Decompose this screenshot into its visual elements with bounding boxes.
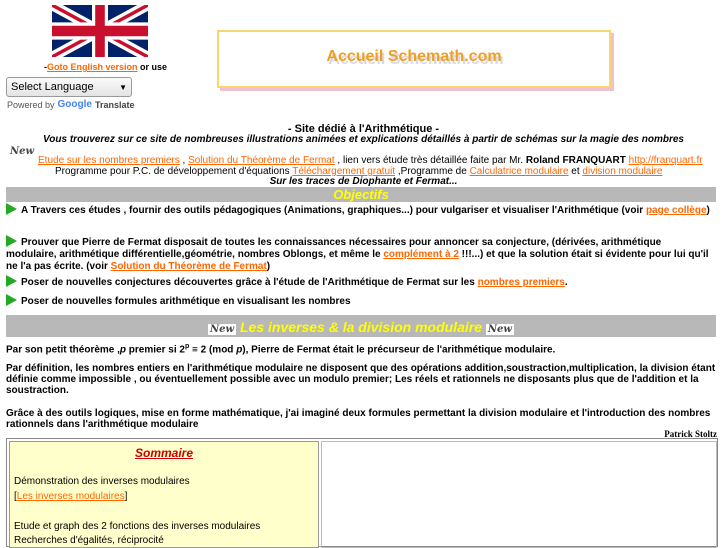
line2-text2: ,Programme de [395, 166, 470, 177]
new-badge-icon: New [10, 146, 35, 157]
objective-item-1 [6, 203, 714, 217]
line2-text1: Programme pour P.C. de développement d'équations [55, 166, 293, 177]
telechargement-link[interactable]: Téléchargement gratuit [292, 166, 396, 177]
separator: , [179, 155, 189, 166]
green-arrow-icon [6, 203, 17, 215]
inverses-title: Les inverses & la division modulaire [240, 319, 482, 335]
chevron-down-icon: ▼ [119, 82, 127, 92]
sommaire-title[interactable]: Sommaire [134, 446, 194, 460]
bracket-open: [ [14, 491, 17, 502]
new-badge-icon: New [487, 324, 512, 335]
franquart-link[interactable]: http://franquart.fr [628, 155, 703, 166]
sommaire-line-2 [14, 491, 127, 502]
obj3-text: Poser de nouvelles conjectures découvertes grâce à l'étude de l'Arithmétique de Fermat sur les [21, 277, 478, 288]
green-arrow-icon [6, 275, 17, 287]
sommaire-line-4: Recherches d'égalités, réciprocité [14, 535, 164, 546]
formules-paragraph: Grâce à des outils logiques, mise en forme mathématique, j'ai imaginé deux formules permettant la division modulaire et l'introduction des nombres rationnels dans l'arithmétique modulaire [6, 408, 711, 430]
green-arrow-icon [6, 294, 17, 306]
author-signature: Patrick Stoltz [664, 429, 717, 439]
green-arrow-icon [6, 235, 17, 247]
goto-suffix: or use [137, 62, 168, 72]
objective-item-4 [6, 294, 714, 308]
fermat-solution-link[interactable]: Solution du Théorème de Fermat [188, 155, 335, 166]
language-select-label: Select Language [11, 81, 94, 93]
nombres-premiers-link-2[interactable]: nombres premiers [477, 277, 565, 288]
p1-part-c: ≡ 2 (mod [189, 344, 237, 356]
p1-part-b: premier si 2 [126, 344, 185, 356]
sommaire-line-1: Démonstration des inverses modulaires [14, 476, 190, 487]
p1-var-p2: p [236, 344, 243, 356]
fermat-paragraph [6, 341, 720, 355]
obj2-text2: !!!...) et que la solution était si évidente pour lui qu'il ne l'a pas écrite. (voir [6, 249, 709, 272]
obj2-end: ) [266, 261, 271, 272]
page-college-link[interactable]: page collège [645, 205, 707, 216]
p1-var-p: p [119, 344, 127, 356]
obj1-text: A Travers ces études , fournir des outils pédagogiques (Animations, graphiques...) pour vulgariser et visualiser l'Arithmétique (voir [21, 205, 646, 216]
header-line-3: Sur les traces de Diophante et Fermat... [269, 176, 458, 187]
obj1-end: ) [706, 205, 710, 216]
author-name: Roland FRANQUART [525, 155, 626, 166]
p1-part-a: Par son petit théorème , [6, 344, 120, 356]
p1-sup: p [184, 343, 190, 350]
line2-text3: et [568, 166, 583, 177]
complement-a-2-link[interactable]: complément à 2 [383, 249, 459, 260]
language-select[interactable] [6, 77, 132, 97]
definition-paragraph: Par définition, les nombres entiers en l'arithmétique modulaire ne disposent que des opérations addition,soustraction,multiplication, la division étant définie comme impossible , ou éventuellement possible avec un modulo premier; Les réels et rationnels ne disposants plus que de l'addition et la soustraction. [6, 363, 716, 396]
line1-text: , lien vers étude très détaillée faite par Mr. [334, 155, 526, 166]
p1-part-d: ), Pierre de Fermat était le précurseur de l'arithmétique modulaire. [242, 344, 556, 356]
site-title: - Site dédié à l'Arithmétique - [287, 123, 440, 135]
banner-text: Accueil Schemath.com [326, 48, 502, 65]
uk-flag-icon[interactable] [52, 5, 148, 57]
bracket-close: ] [124, 491, 128, 502]
objective-item-2 [6, 235, 714, 273]
powered-by-text: Powered by [7, 99, 55, 110]
inverses-section-header [6, 315, 716, 337]
translate-text: Translate [94, 99, 135, 110]
sommaire-line-3: Etude et graph des 2 fonctions des inverses modulaires [14, 521, 261, 532]
content-cell [321, 441, 717, 548]
objectifs-title: Objectifs [6, 187, 716, 202]
obj2-text: Prouver que Pierre de Fermat disposait de toutes les connaissances nécessaires pour annoncer sa conjecture, (dérivées, arithmétique modulaire, arithmétique différentielle,géométrie, nombres Oblongs, et même le [6, 237, 662, 260]
sommaire-cell [9, 441, 319, 548]
powered-by-google [7, 99, 135, 110]
accueil-banner[interactable] [217, 30, 611, 88]
goto-english-line [44, 62, 167, 72]
obj4-text: Poser de nouvelles formules arithmétique en visualisant les nombres [21, 296, 351, 307]
new-badge-icon: New [209, 324, 235, 335]
goto-prefix: - [44, 62, 47, 72]
objective-item-3 [6, 275, 714, 289]
division-modulaire-link[interactable]: division modulaire [582, 166, 663, 177]
nombres-premiers-link[interactable]: Etude sur les nombres premiers [38, 155, 180, 166]
site-subtitle: Vous trouverez sur ce site de nombreuses illustrations animées et explications détaillés à partir de schémas sur la magie des nombres [43, 134, 684, 145]
header-line-1 [38, 155, 703, 166]
inverses-modulaires-link[interactable]: Les inverses modulaires [16, 491, 125, 502]
sommaire-table [6, 438, 718, 547]
obj3-end: . [564, 277, 568, 288]
google-logo-icon[interactable]: Google [57, 99, 92, 110]
solution-fermat-link[interactable]: Solution du Théorème de Fermat [110, 261, 267, 272]
goto-english-link[interactable]: Goto English version [47, 62, 138, 72]
calculatrice-link[interactable]: Calculatrice modulaire [469, 166, 569, 177]
